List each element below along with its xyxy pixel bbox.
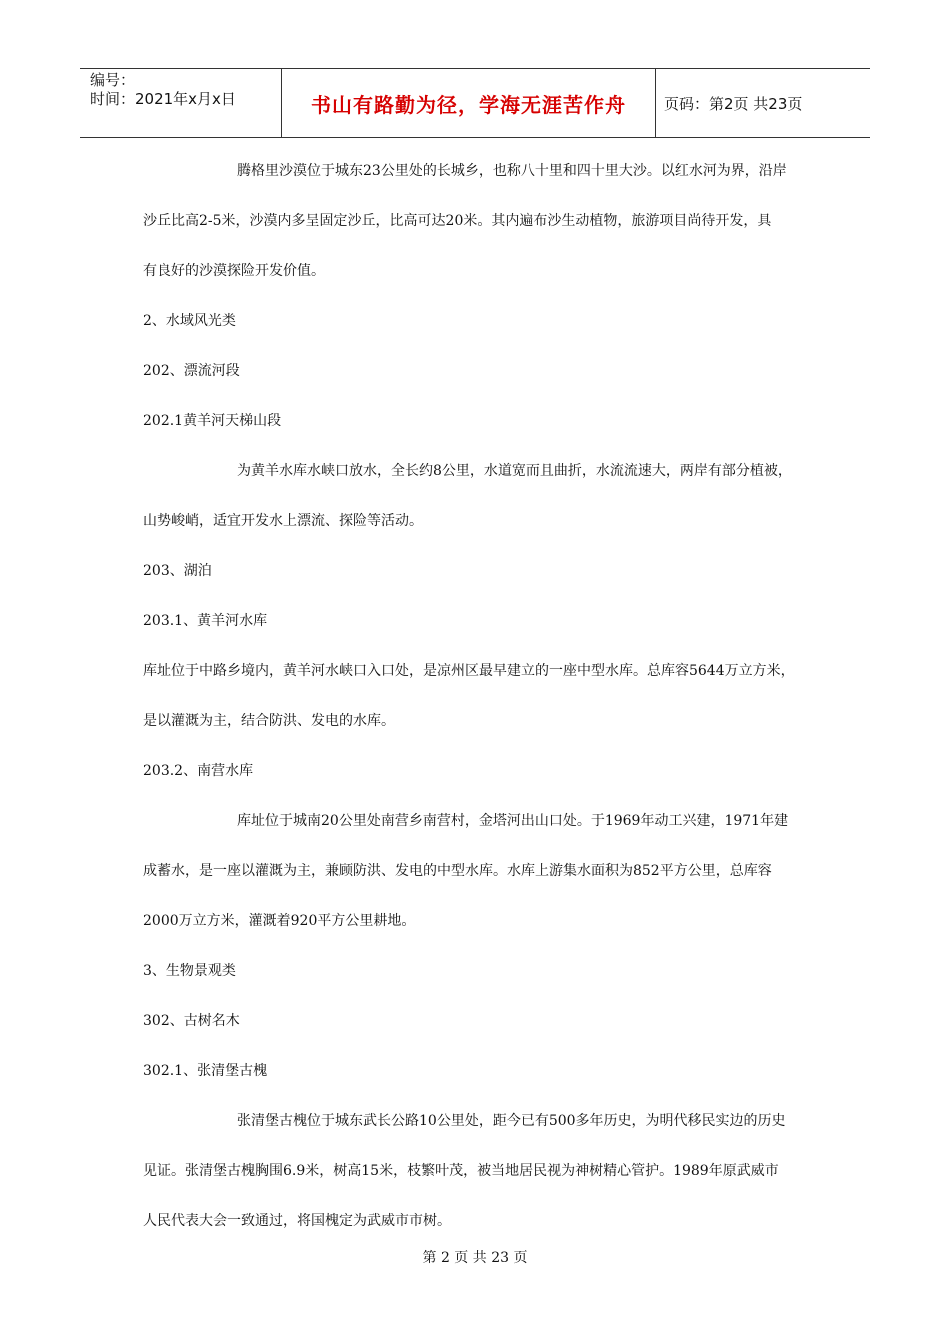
- text-line: 为黄羊水库水峡口放水，全长约8公里，水道宽而且曲折，水流流速大，两岸有部分植被，: [237, 463, 792, 479]
- text-line: 有良好的沙漠探险开发价值。: [143, 263, 325, 279]
- text-line: 山势峻峭，适宜开发水上漂流、探险等活动。: [143, 513, 423, 529]
- number-label: 编号：: [90, 71, 136, 89]
- page-footer: 第 2 页 共 23 页: [422, 1250, 528, 1266]
- time-label: 时间：2021年x月x日: [90, 90, 236, 108]
- text-line: 202.1黄羊河天梯山段: [143, 413, 282, 429]
- text-line: 成蓄水，是一座以灌溉为主，兼顾防洪、发电的中型水库。水库上游集水面积为852平方公里，总库容: [143, 863, 772, 879]
- header-meta: [80, 69, 282, 137]
- text-line: 2、水域风光类: [143, 313, 236, 329]
- text-line: 302.1、张清堡古槐: [143, 1063, 268, 1079]
- text-line: 人民代表大会一致通过，将国槐定为武威市市树。: [143, 1213, 451, 1229]
- text-line: 202、漂流河段: [143, 363, 240, 379]
- text-line: 302、古树名木: [143, 1013, 240, 1029]
- text-line: 203.2、南营水库: [143, 763, 254, 779]
- header-motto: 书山有路勤为径，学海无涯苦作舟: [282, 69, 656, 137]
- text-line: 3、生物景观类: [143, 963, 236, 979]
- page-header: [80, 68, 870, 138]
- header-page-info: 页码：第2页 共23页: [664, 94, 803, 113]
- text-line: 库址位于城南20公里处南营乡南营村，金塔河出山口处。于1969年动工兴建，1971年建: [237, 813, 789, 829]
- text-line: 203.1、黄羊河水库: [143, 613, 268, 629]
- text-line: 2000万立方米，灌溉着920平方公里耕地。: [143, 913, 416, 929]
- text-line: 库址位于中路乡境内，黄羊河水峡口入口处，是凉州区最早建立的一座中型水库。总库容5644万立方米，: [143, 663, 795, 679]
- text-line: 腾格里沙漠位于城东23公里处的长城乡，也称八十里和四十里大沙。以红水河为界，沿岸: [237, 163, 787, 179]
- text-line: 张清堡古槐位于城东武长公路10公里处，距今已有500多年历史，为明代移民实边的历史: [237, 1113, 786, 1129]
- text-line: 203、湖泊: [143, 563, 212, 579]
- text-line: 见证。张清堡古槐胸围6.9米，树高15米，枝繁叶茂，被当地居民视为神树精心管护。1989年原武威市: [143, 1163, 779, 1179]
- text-line: 沙丘比高2-5米，沙漠内多呈固定沙丘，比高可达20米。其内遍布沙生动植物，旅游项目尚待开发，具: [143, 213, 772, 229]
- text-line: 是以灌溉为主，结合防洪、发电的水库。: [143, 713, 395, 729]
